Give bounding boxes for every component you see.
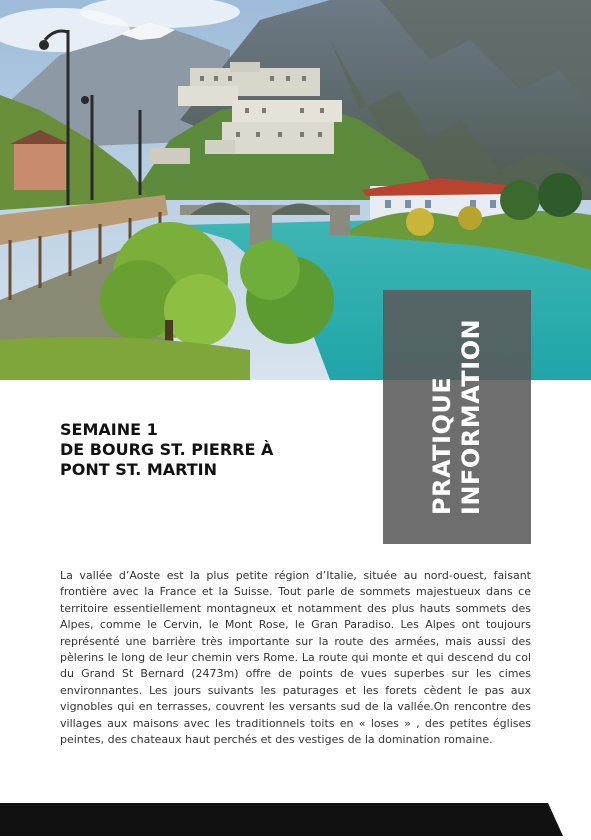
body-paragraph: La vallée d’Aoste est la plus petite région d’Italie, située au nord-ouest, faisant frontière avec la France et la Suisse. Tout parle de sommets majestueux dans ce territoire essentiellement montagneux et notamment des plus hauts sommets des Alpes, comme le Cervin, le Mont Rose, le Gran Paradiso. Les Alpes ont toujours représenté une barrière très importante sur la route des armées, mais aussi des pèlerins le long de leur chemin vers Rome. La route qui monte et qui descend du col du Grand St Bernard (2473m) offre de points de vues superbes sur les cimes environnantes. Les jours suivants les paturages et les forets cèdent le pas aux vignobles qui en terrasses, couvrent les versants sud de la vallée.On rencontre des villages aux maisons avec les traditionnels toits en « loses » , des petites églises peintes, des chateaux haut perchés et des vestiges de la domination romaine. <box>60 569 531 747</box>
side-info-box <box>383 290 531 544</box>
side-label-line-2: INFORMATION <box>457 318 485 516</box>
side-label-line-1: PRATIQUE <box>428 376 456 516</box>
title-line-1: SEMAINE 1 <box>60 420 158 439</box>
title-line-3: PONT ST. MARTIN <box>60 460 218 479</box>
side-label <box>383 290 531 544</box>
page-title <box>60 420 370 480</box>
title-line-2: DE BOURG ST. PIERRE À <box>60 440 274 459</box>
footer-bar-shape <box>0 803 591 836</box>
footer-bar <box>0 803 591 836</box>
